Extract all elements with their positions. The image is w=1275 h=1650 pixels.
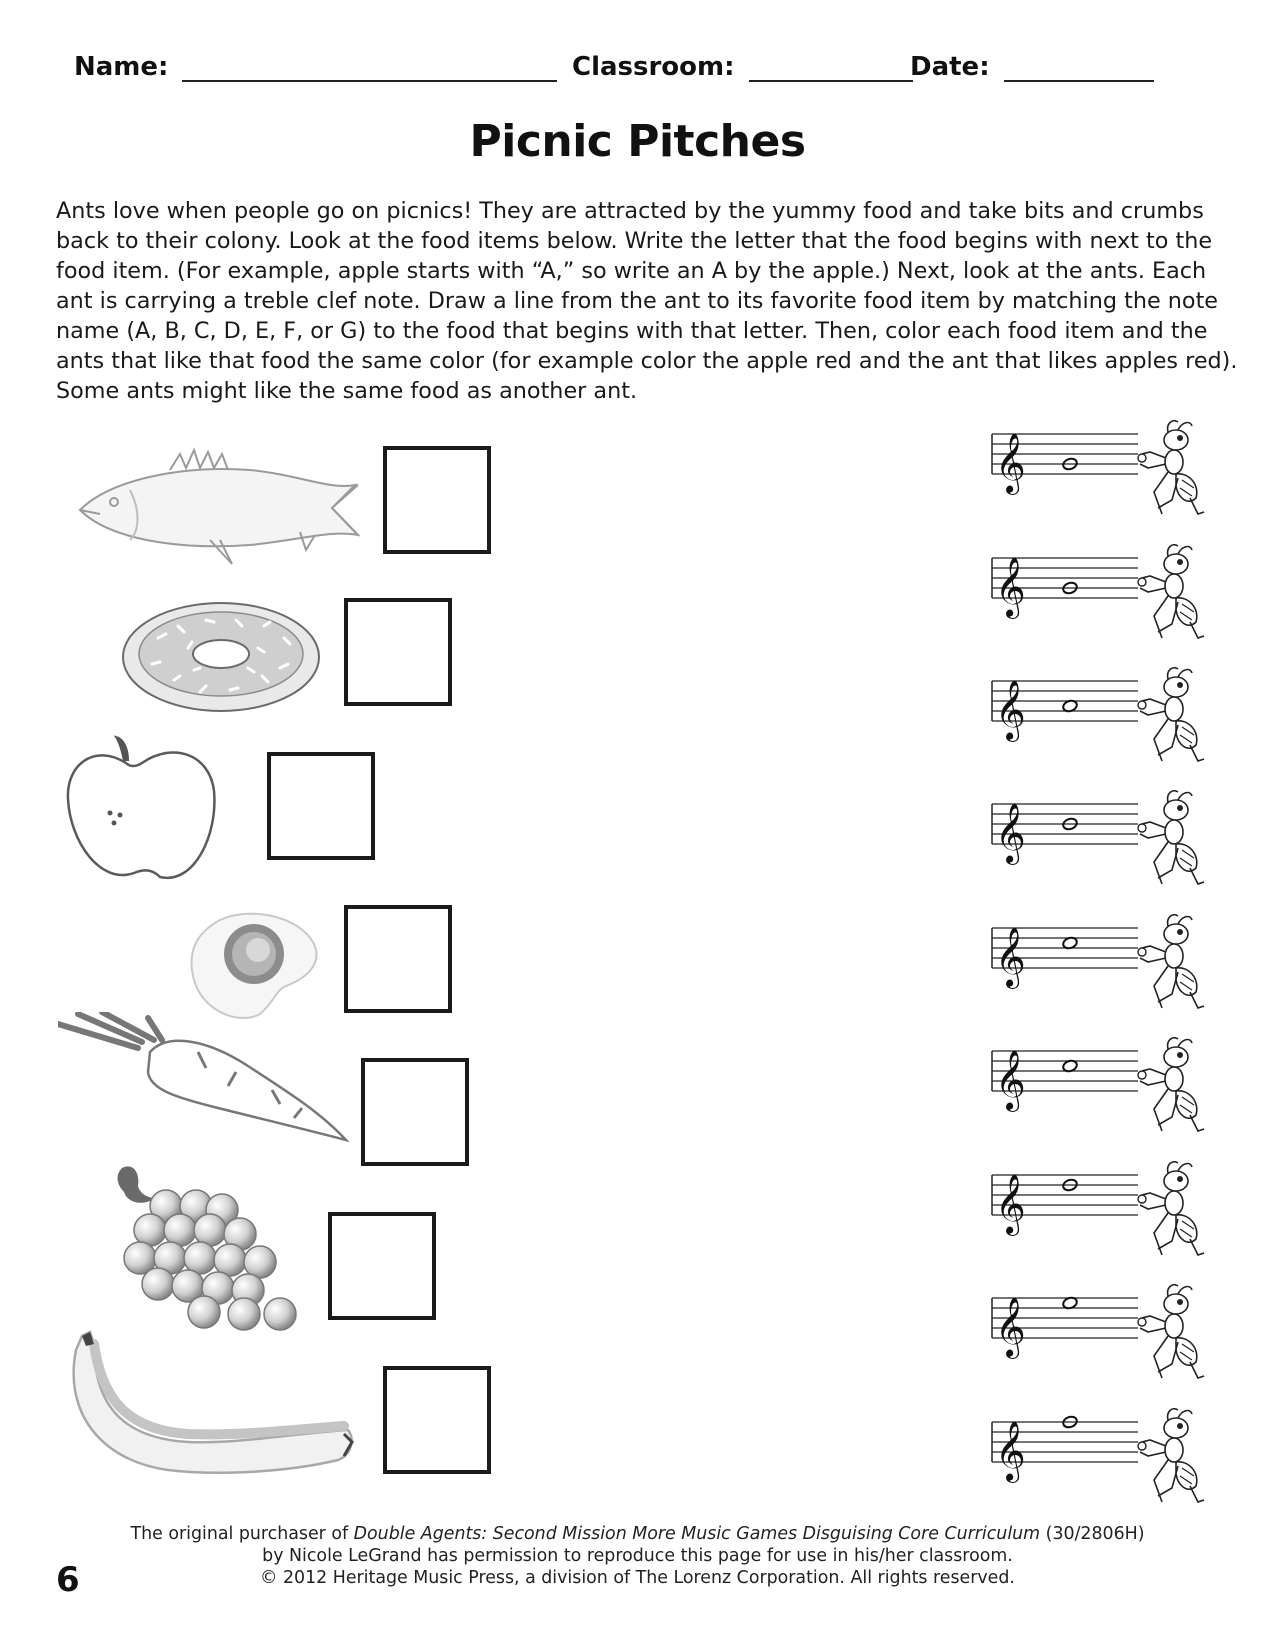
treble-clef-icon: 𝄞 — [995, 557, 1026, 617]
ant-icon — [1138, 668, 1204, 761]
page-title: Picnic Pitches — [469, 116, 806, 167]
donut-icon[interactable] — [118, 598, 324, 716]
instructions — [56, 196, 1238, 406]
instruction-line: back to their colony. Look at the food items below. Write the letter that the food begins with next to the — [56, 228, 1213, 254]
ant-icon — [1138, 545, 1204, 638]
instruction-line: ant is carrying a treble clef note. Draw a line from the ant to its favorite food item by matching the note — [56, 288, 1219, 314]
classroom-label: Classroom: — [572, 52, 735, 82]
answer-box-egg[interactable] — [344, 905, 452, 1013]
answer-box-apple[interactable] — [267, 752, 375, 860]
fish-icon[interactable] — [70, 440, 360, 570]
ant-icon — [1138, 1409, 1204, 1502]
footer-line-1 — [0, 1523, 1275, 1545]
name-label: Name: — [74, 52, 169, 82]
banana-icon[interactable] — [68, 1330, 358, 1480]
page-number: 6 — [56, 1560, 80, 1600]
name-blank-line[interactable] — [182, 54, 557, 82]
grapes-icon[interactable] — [104, 1164, 304, 1338]
treble-clef-icon: 𝄞 — [995, 1297, 1026, 1357]
treble-clef-icon: 𝄞 — [995, 1421, 1026, 1481]
ant-note-2[interactable] — [990, 540, 1210, 640]
treble-clef-icon: 𝄞 — [995, 680, 1026, 740]
ant-note-4[interactable] — [990, 786, 1210, 886]
ant-icon — [1138, 1038, 1204, 1131]
instruction-line: Some ants might like the same food as another ant. — [56, 378, 638, 404]
egg-icon[interactable] — [190, 910, 320, 1022]
ant-note-7[interactable] — [990, 1157, 1210, 1257]
answer-box-banana[interactable] — [383, 1366, 491, 1474]
treble-clef-icon: 𝄞 — [995, 927, 1026, 987]
footer-line-2: by Nicole LeGrand has permission to reproduce this page for use in his/her classroom. — [262, 1546, 1013, 1566]
copyright-footer — [0, 1523, 1275, 1589]
classroom-blank-line[interactable] — [749, 54, 913, 82]
apple-icon[interactable] — [64, 735, 224, 885]
ant-icon — [1138, 1285, 1204, 1378]
classroom-field[interactable] — [572, 52, 913, 82]
answer-box-fish[interactable] — [383, 446, 491, 554]
treble-clef-icon: 𝄞 — [995, 1174, 1026, 1234]
student-info-header — [74, 52, 1204, 92]
carrot-icon[interactable] — [58, 1012, 358, 1152]
book-title: Double Agents: Second Mission More Music Games Disguising Core Curriculum — [353, 1524, 1041, 1544]
treble-clef-icon: 𝄞 — [995, 1050, 1026, 1110]
footer-suffix: (30/2806H) — [1040, 1524, 1145, 1544]
date-label: Date: — [910, 52, 990, 82]
date-blank-line[interactable] — [1004, 54, 1154, 82]
ant-note-8[interactable] — [990, 1280, 1210, 1380]
ant-note-6[interactable] — [990, 1033, 1210, 1133]
ant-icon — [1138, 791, 1204, 884]
footer-line-3: © 2012 Heritage Music Press, a division of The Lorenz Corporation. All rights reserved. — [260, 1568, 1015, 1588]
ant-note-1[interactable] — [990, 416, 1210, 516]
name-field[interactable] — [74, 52, 557, 82]
treble-clef-icon: 𝄞 — [995, 433, 1026, 493]
footer-prefix: The original purchaser of — [130, 1524, 354, 1544]
ant-note-9[interactable] — [990, 1404, 1210, 1504]
ant-note-5[interactable] — [990, 910, 1210, 1010]
ant-note-3[interactable] — [990, 663, 1210, 763]
treble-clef-icon: 𝄞 — [995, 803, 1026, 863]
date-field[interactable] — [910, 52, 1154, 82]
instruction-line: ants that like that food the same color (for example color the apple red and the ant that likes apples red). — [56, 348, 1238, 374]
ant-icon — [1138, 1162, 1204, 1255]
instruction-line: Ants love when people go on picnics! They are attracted by the yummy food and take bits and crumbs — [56, 198, 1204, 224]
instruction-line: food item. (For example, apple starts with “A,” so write an A by the apple.) Next, look at the ants. Each — [56, 258, 1207, 284]
answer-box-grapes[interactable] — [328, 1212, 436, 1320]
instruction-line: name (A, B, C, D, E, F, or G) to the food that begins with that letter. Then, color each food item and the — [56, 318, 1208, 344]
answer-box-donut[interactable] — [344, 598, 452, 706]
ant-icon — [1138, 421, 1204, 514]
answer-box-carrot[interactable] — [361, 1058, 469, 1166]
ant-icon — [1138, 915, 1204, 1008]
